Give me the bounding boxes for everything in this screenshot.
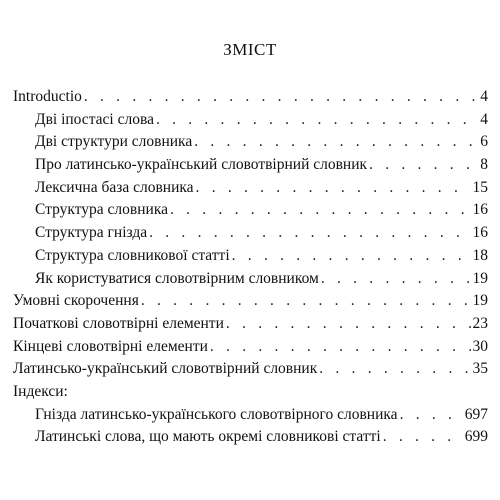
toc-entry bbox=[13, 290, 488, 313]
dot-leader bbox=[319, 358, 470, 381]
toc-entry-title: Структура словника bbox=[35, 201, 168, 219]
dot-leader bbox=[149, 222, 470, 245]
toc-entry-title: Introductio bbox=[13, 88, 82, 105]
toc-entry-page: 30 bbox=[472, 337, 488, 355]
toc-entry-page: 19 bbox=[472, 269, 488, 287]
toc-entry-title: Лексична база словника bbox=[35, 178, 194, 196]
toc-entry-page: 35 bbox=[472, 360, 488, 378]
toc-entry-page: 18 bbox=[472, 246, 488, 264]
dot-leader bbox=[170, 199, 471, 222]
dot-leader bbox=[321, 268, 471, 291]
dot-leader bbox=[156, 109, 478, 132]
toc-entry bbox=[13, 154, 488, 177]
toc-entry bbox=[13, 404, 488, 427]
toc-entry-title: Умовні скорочення bbox=[13, 292, 139, 310]
toc-entry-title: Кінцеві словотвірні елементи bbox=[13, 337, 208, 355]
toc-entry bbox=[13, 358, 488, 381]
dot-leader bbox=[400, 404, 463, 427]
toc-entry bbox=[13, 426, 488, 449]
dot-leader bbox=[210, 336, 471, 359]
toc-entry-page: 4 bbox=[480, 110, 488, 128]
toc-entry bbox=[13, 381, 488, 404]
toc-entry bbox=[13, 268, 488, 291]
toc-entry bbox=[13, 199, 488, 222]
toc-entry bbox=[13, 177, 488, 200]
dot-leader bbox=[226, 313, 471, 336]
toc-heading: ЗМІСТ bbox=[223, 40, 277, 59]
toc-entry-title: Про латинсько-український словотвірний словник bbox=[35, 156, 368, 174]
toc-entry-page: 4 bbox=[480, 88, 488, 105]
dot-leader bbox=[196, 177, 471, 200]
toc-entry bbox=[13, 222, 488, 245]
dot-leader bbox=[141, 290, 471, 313]
toc-entry-title: Гнізда латинсько-українського словотвірного словника bbox=[35, 405, 398, 423]
toc-entry bbox=[13, 313, 488, 336]
toc-entry-page: 699 bbox=[464, 428, 488, 446]
dot-leader bbox=[232, 245, 471, 268]
toc-entry bbox=[13, 131, 488, 154]
toc-entry-title: Латинсько-український словотвірний словник bbox=[13, 360, 318, 378]
toc-entry-page: 16 bbox=[472, 224, 488, 242]
toc-entry-page: 19 bbox=[472, 292, 488, 310]
table-of-contents bbox=[13, 86, 488, 449]
toc-entry-title: Дві структури словника bbox=[35, 133, 193, 151]
toc-entry-title: Дві іпостасі слова bbox=[35, 110, 154, 128]
toc-entry-page: 16 bbox=[472, 201, 488, 219]
toc-entry bbox=[13, 109, 488, 132]
dot-leader bbox=[194, 131, 478, 154]
toc-entry-title: Структура гнізда bbox=[35, 224, 148, 242]
toc-entry-page: 697 bbox=[464, 405, 488, 423]
toc-entry-page: 6 bbox=[480, 133, 488, 151]
toc-entry-page: 15 bbox=[472, 178, 488, 196]
toc-entry-title: Індекси: bbox=[13, 382, 68, 400]
dot-leader bbox=[383, 426, 463, 449]
toc-entry bbox=[13, 336, 488, 359]
toc-entry-title: Початкові словотвірні елементи bbox=[13, 314, 224, 332]
toc-entry-title: Структура словникової статті bbox=[35, 246, 230, 264]
toc-entry-title: Як користуватися словотвірним словником bbox=[35, 269, 319, 287]
toc-entry bbox=[13, 86, 488, 109]
dot-leader bbox=[84, 86, 478, 109]
toc-entry-page: 8 bbox=[480, 156, 488, 174]
toc-entry bbox=[13, 245, 488, 268]
toc-entry-title: Латинські слова, що мають окремі словникові статті bbox=[35, 428, 381, 446]
dot-leader bbox=[369, 154, 478, 177]
toc-entry-page: 23 bbox=[472, 314, 488, 332]
